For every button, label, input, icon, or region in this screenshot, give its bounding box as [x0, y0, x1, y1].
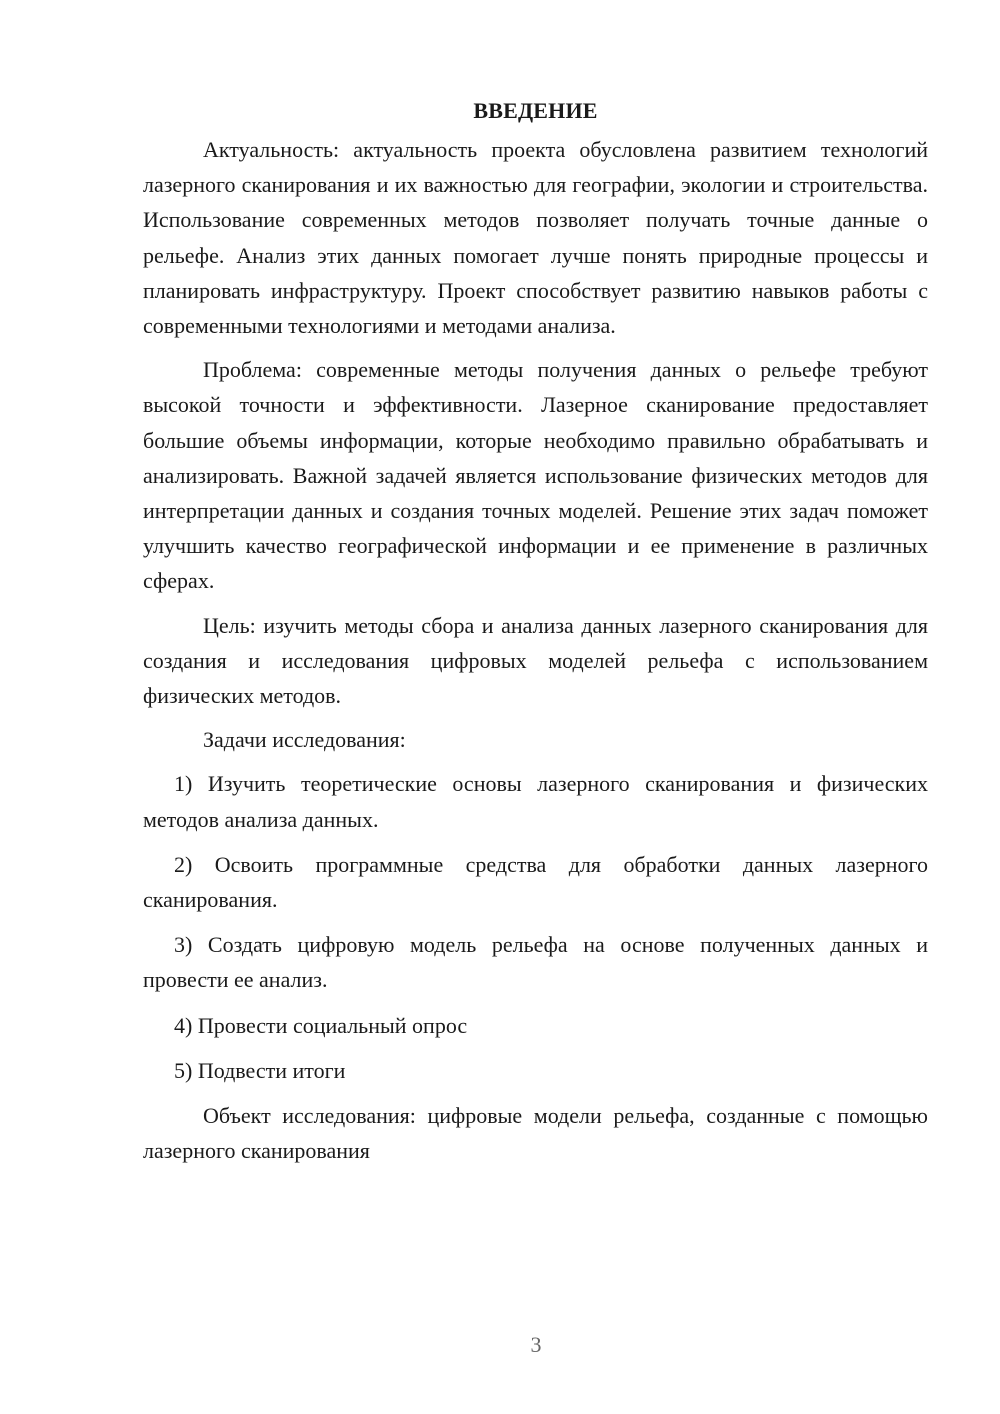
page-number: 3: [530, 1332, 542, 1357]
task-item-3: 3) Создать цифровую модель рельефа на основе полученных данных и провести ее анализ.: [143, 932, 928, 993]
task-item-4: 4) Провести социальный опрос: [174, 1012, 468, 1038]
section-title: ВВЕДЕНИЕ: [473, 98, 598, 123]
task-item-1: 1) Изучить теоретические основы лазерного сканирования и физических методов анализа данных.: [143, 771, 928, 832]
paragraph-object: Объект исследования: цифровые модели рельефа, созданные с помощью лазерного сканирования: [143, 1103, 928, 1164]
task-item-5: 5) Подвести итоги: [174, 1057, 346, 1083]
page-content: [143, 96, 928, 1177]
paragraph-goal: Цель: изучить методы сбора и анализа данных лазерного сканирования для создания и исследования цифровых моделей рельефа с использованием физических методов.: [143, 612, 928, 709]
paragraph-relevance: Актуальность: актуальность проекта обусловлена развитием технологий лазерного сканирования и их важностью для географии, экологии и строительства. Использование современных методов позволяет получать точные данные о рельефе. Анализ этих данных помогает лучше понять природные процессы и планировать инфраструктуру. Проект способствует развитию навыков работы с современными технологиями и методами анализа.: [143, 137, 928, 339]
task-item-2: 2) Освоить программные средства для обработки данных лазерного сканирования.: [143, 851, 928, 913]
paragraph-tasks-heading: Задачи исследования:: [203, 727, 406, 753]
paragraph-problem: Проблема: современные методы получения данных о рельефе требуют высокой точности и эффективности. Лазерное сканирование предоставляет большие объемы информации, которые необходимо правильно обрабатывать и анализировать. Важной задачей является использование физических методов для интерпретации данных и создания точных моделей. Решение этих задач поможет улучшить качество географической информации и ее применение в различных сферах.: [143, 357, 928, 594]
